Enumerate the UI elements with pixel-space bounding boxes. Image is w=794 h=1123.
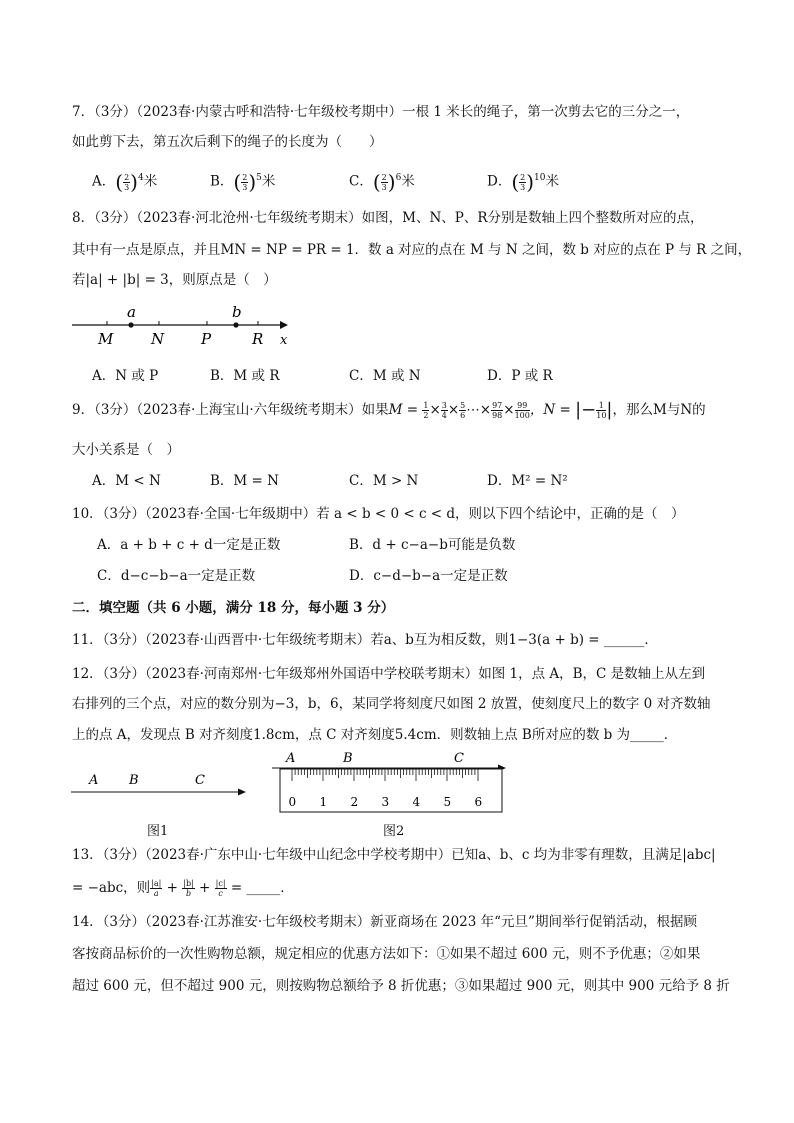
figure1-caption: 图1 xyxy=(147,824,169,839)
ruler-number-0: 0 xyxy=(288,795,297,809)
q9-frac-1: $\frac{1}{2}$ xyxy=(423,401,429,420)
fig1-label-b: B xyxy=(129,773,139,788)
ruler-number-2: 2 xyxy=(350,795,359,809)
q9-prefix: 9．（3分）（2023春·上海宝山·六年级统考期末）如果 xyxy=(72,402,389,418)
q12-stem-line3: 上的点 A，发现点 B 对齐刻度1.8cm，点 C 对齐刻度5.4cm．则数轴上点 B所对应的数 b 为_____． xyxy=(72,727,678,743)
axis-label-m: M xyxy=(98,330,114,348)
q9-frac-3: $\frac{5}{6}$ xyxy=(460,401,466,420)
q14-stem-line1: 14．（3分）（2023春·江苏淮安·七年级校考期末）新亚商场在 2023 年“元旦”期间举行促销活动，根据顾 xyxy=(72,914,697,930)
q10-option-c[interactable]: C．d−c−b−a一定是正数 xyxy=(97,568,256,584)
q13-line2-suffix: = _____． xyxy=(230,880,294,896)
q7-stem-line1: 7．（3分）（2023春·内蒙古呼和浩特·七年级校考期中）一根 1 米长的绳子，第一次剪去它的三分之一， xyxy=(72,104,690,120)
q8-stem-line2: 其中有一点是原点，并且MN = NP = PR = 1．数 a 对应的点在 M 与 N 之间，数 b 对应的点在 P 与 R 之间， xyxy=(72,242,752,258)
q9-stem-line2: 大小关系是（ ） xyxy=(72,442,180,458)
q9-n-symbol: ，N = xyxy=(529,402,571,418)
q9-option-a[interactable]: A．M < N xyxy=(92,473,161,489)
q11-stem: 11．（3分）（2023春·山西晋中·七年级统考期末）若a、b互为相反数，则1−3(a + b) = ______． xyxy=(72,632,658,648)
q9-n-frac: $\frac{1}{10}$ xyxy=(596,401,607,420)
fig2-label-a: A xyxy=(286,751,296,766)
q9-m-symbol: M = xyxy=(388,402,419,418)
ruler-number-6: 6 xyxy=(474,795,483,809)
q8-option-c[interactable]: C．M 或 N xyxy=(349,368,421,384)
q13-stem-line2: = −abc，则 $\frac{|a|}{a}$ + $\frac{|b|}{b}$ + $\frac{|c|}{c}$ = _____． xyxy=(72,879,294,898)
q9-suffix: ，那么M与N的 xyxy=(612,402,706,418)
fig1-label-a: A xyxy=(89,773,99,788)
fig2-label-c: C xyxy=(454,751,464,766)
axis-label-x: x xyxy=(280,333,288,348)
q13-frac-a: $\frac{|a|}{a}$ xyxy=(151,879,162,898)
q8-stem-line3: 若|a| + |b| = 3，则原点是（ ） xyxy=(72,272,277,288)
q9-frac-5: $\frac{99}{100}$ xyxy=(514,401,530,420)
q7-option-a[interactable]: A．( $\frac{2}{3}$ )$^4$米 xyxy=(92,170,158,194)
q10-option-a[interactable]: A．a + b + c + d一定是正数 xyxy=(97,537,281,553)
q9-frac-4: $\frac{97}{98}$ xyxy=(492,401,503,420)
q12-figure2-ruler xyxy=(268,748,508,816)
fig2-label-b: B xyxy=(343,751,353,766)
q8-option-d[interactable]: D．P 或 R xyxy=(487,368,553,384)
figure2-caption: 图2 xyxy=(383,824,405,839)
q7-option-b[interactable]: B．( $\frac{2}{3}$ )$^5$米 xyxy=(210,170,276,194)
q8-stem-line1: 8．（3分）（2023春·河北沧州·七年级统考期末）如图，M、N、P、R分别是数轴上四个整数所对应的点， xyxy=(72,210,704,226)
axis-label-r: R xyxy=(252,330,264,348)
q7-stem-line2: 如此剪下去，第五次后剩下的绳子的长度为（ ） xyxy=(72,134,383,150)
q7-option-c[interactable]: C．( $\frac{2}{3}$ )$^6$米 xyxy=(349,170,415,194)
q12-figure1-number-line xyxy=(68,766,253,806)
q10-option-b[interactable]: B．d + c−a−b可能是负数 xyxy=(349,537,516,553)
axis-label-n: N xyxy=(151,330,165,348)
axis-label-p: P xyxy=(201,330,212,348)
q13-frac-b: $\frac{|b|}{b}$ xyxy=(183,879,194,898)
section-heading-fill-in: 二．填空题（共 6 小题，满分 18 分，每小题 3 分） xyxy=(72,600,395,616)
q7-option-d[interactable]: D．( $\frac{2}{3}$ )$^{10}$米 xyxy=(487,170,559,194)
q9-option-b[interactable]: B．M = N xyxy=(210,473,279,489)
ruler-number-5: 5 xyxy=(443,795,452,809)
q10-stem-line1: 10．（3分）（2023春·全国·七年级期中）若 a < b < 0 < c < d，则以下四个结论中，正确的是（ ） xyxy=(72,506,685,522)
q14-stem-line3: 超过 600 元，但不超过 900 元，则按购物总额给予 8 折优惠；③如果超过 900 元，则其中 900 元给予 8 折 xyxy=(72,978,730,994)
q10-option-d[interactable]: D．c−d−b−a一定是正数 xyxy=(349,568,508,584)
q12-stem-line1: 12．（3分）（2023春·河南郑州·七年级郑州外国语中学校联考期末）如图 1，点 A，B，C 是数轴上从左到 xyxy=(72,666,706,682)
q8-option-b[interactable]: B．M 或 R xyxy=(210,368,280,384)
q9-stem-line1: 9．（3分）（2023春·上海宝山·六年级统考期末）如果M = $\frac{1}{2}$ × $\frac{3}{4}$ × $\frac{5}{6}$ ⋯× $\frac{97}{98}$ × $\frac{99}{100}$ ，N = |− $\frac{1}{10}$ |，那么M与N的 xyxy=(72,399,706,421)
q9-option-d[interactable]: D．M² = N² xyxy=(487,473,568,489)
q13-frac-c: $\frac{|c|}{c}$ xyxy=(215,879,226,898)
q13-stem-line1: 13．（3分）（2023春·广东中山·七年级中山纪念中学校考期中）已知a、b、c 均为非零有理数，且满足|abc| xyxy=(72,847,716,863)
point-b-label: b xyxy=(232,303,242,321)
q13-line2-prefix: = −abc，则 xyxy=(72,880,151,896)
q8-option-a[interactable]: A．N 或 P xyxy=(92,368,159,384)
q14-stem-line2: 客按商品标价的一次性购物总额，规定相应的优惠方法如下：①如果不超过 600 元，则不予优惠；②如果 xyxy=(72,946,701,962)
ruler-number-3: 3 xyxy=(381,795,390,809)
ruler-number-1: 1 xyxy=(319,795,328,809)
fig1-label-c: C xyxy=(195,773,205,788)
q9-option-c[interactable]: C．M > N xyxy=(349,473,419,489)
ruler-number-4: 4 xyxy=(412,795,421,809)
q8-number-line-figure xyxy=(68,302,308,350)
q9-frac-2: $\frac{3}{4}$ xyxy=(441,401,447,420)
point-a-label: a xyxy=(127,303,136,321)
q12-stem-line2: 右排列的三个点，对应的数分别为−3，b，6，某同学将刻度尺如图 2 放置，使刻度尺上的数字 0 对齐数轴 xyxy=(72,696,711,712)
